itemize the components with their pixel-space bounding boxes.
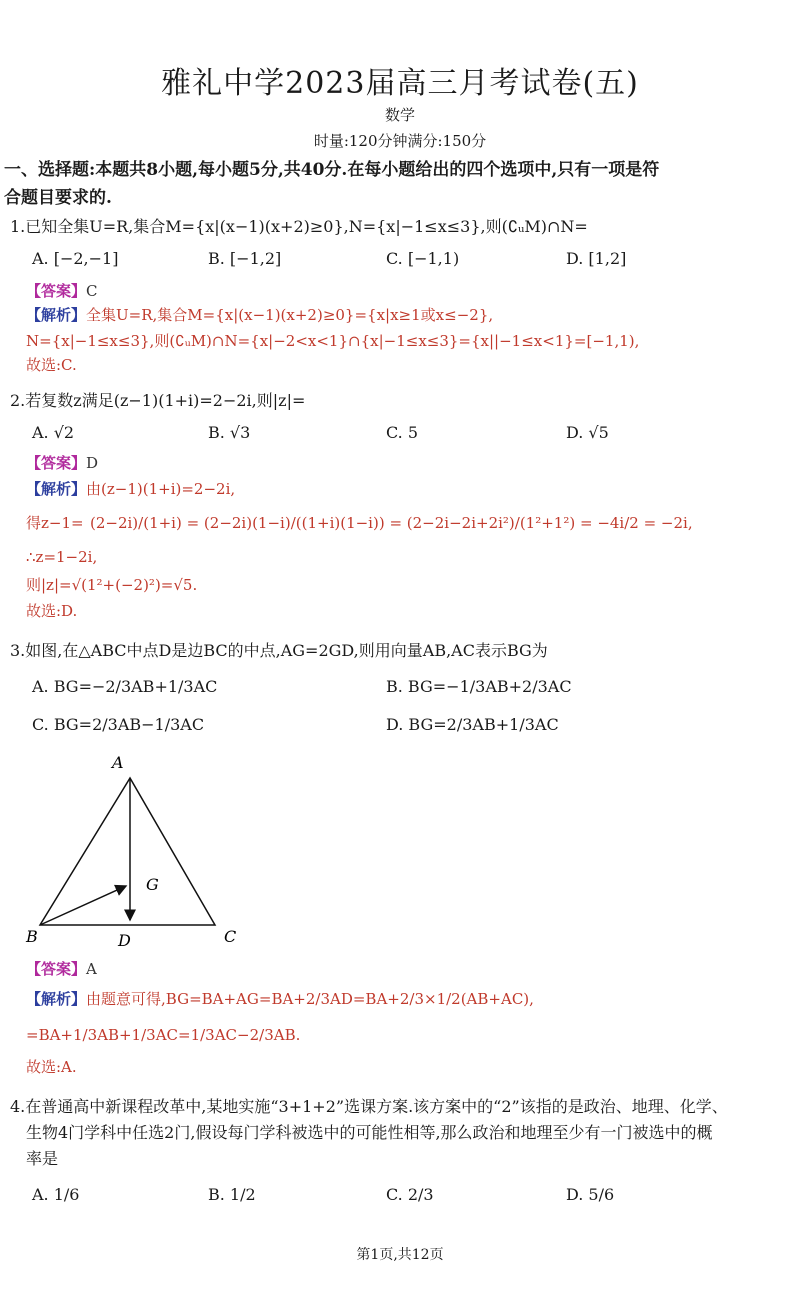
q2-analysis-line: 故选:D. <box>26 602 78 620</box>
q1-analysis-line: 全集U=R,集合M={x|(x−1)(x+2)≥0}={x|x≥1或x≤−2}, <box>86 306 494 324</box>
q2-analysis-line: ∴z=1−2i, <box>26 548 98 566</box>
q1-option-c: C. [−1,1) <box>386 249 460 268</box>
q1-analysis-line: N={x|−1≤x≤3},则(∁ᵤM)∩N={x|−2<x<1}∩{x|−1≤x≤3}={x||−1≤x<1}=[−1,1), <box>26 332 640 350</box>
q4-option-c: C. 2/3 <box>386 1185 434 1204</box>
label-c: C <box>224 927 237 946</box>
question-3-stem: 3.如图,在△ABC中点D是边BC的中点,AG=2GD,则用向量AB,AC表示BG为 <box>10 641 548 660</box>
analysis-tag: 【解析】 <box>26 306 87 324</box>
analysis-tag: 【解析】 <box>26 480 87 498</box>
page-footer: 第1页,共12页 <box>356 1247 444 1263</box>
q2-analysis-line: 得z−1= <box>26 514 84 532</box>
q1-option-b: B. [−1,2] <box>208 249 282 268</box>
question-4-stem-line: 生物4门学科中任选2门,假设每门学科被选中的可能性相等,那么政治和地理至少有一门被选中的概 <box>26 1123 713 1142</box>
label-d: D <box>118 931 131 950</box>
q2-option-b: B. √3 <box>208 423 251 442</box>
q3-option-c: C. BG=2/3AB−1/3AC <box>32 715 205 734</box>
q1-option-d: D. [1,2] <box>566 249 627 268</box>
q3-analysis-line: =BA+1/3AB+1/3AC=1/3AC−2/3AB. <box>26 1026 301 1044</box>
question-4-stem-line: 4.在普通高中新课程改革中,某地实施“3+1+2”选课方案.该方案中的“2”该指的是政治、地理、化学、 <box>10 1097 728 1116</box>
answer-tag: 【答案】 <box>26 282 87 300</box>
answer-tag: 【答案】 <box>26 454 87 472</box>
q3-answer: A <box>86 960 97 978</box>
q2-analysis-line: 由(z−1)(1+i)=2−2i, <box>86 480 236 498</box>
q1-answer: C <box>86 282 98 300</box>
triangle-abc <box>40 778 215 925</box>
q4-option-a: A. 1/6 <box>32 1185 80 1204</box>
q2-option-a: A. √2 <box>32 423 75 442</box>
page-title: 雅礼中学2023届高三月考试卷(五) <box>161 66 639 101</box>
q2-option-d: D. √5 <box>566 423 609 442</box>
question-4-stem-line: 率是 <box>26 1149 59 1168</box>
label-b: B <box>26 927 38 946</box>
vector-bg <box>40 886 126 925</box>
question-2-stem: 2.若复数z满足(z−1)(1+i)=2−2i,则|z|= <box>10 391 306 410</box>
question-1-stem: 1.已知全集U=R,集合M={x|(x−1)(x+2)≥0},N={x|−1≤x≤3},则(∁ᵤM)∩N= <box>10 217 588 236</box>
q3-option-d: D. BG=2/3AB+1/3AC <box>386 715 559 734</box>
q4-option-b: B. 1/2 <box>208 1185 256 1204</box>
q3-option-a: A. BG=−2/3AB+1/3AC <box>32 677 218 696</box>
label-g: G <box>146 875 159 894</box>
q2-analysis-line: 则|z|=√(1²+(−2)²)=√5. <box>26 576 198 594</box>
q3-option-b: B. BG=−1/3AB+2/3AC <box>386 677 572 696</box>
section-heading: 一、选择题:本题共8小题,每小题5分,共40分.在每小题给出的四个选项中,只有一项是符 <box>4 160 660 180</box>
q4-option-d: D. 5/6 <box>566 1185 615 1204</box>
q1-analysis-line: 故选:C. <box>26 356 77 374</box>
q3-analysis-line: 由题意可得,BG=BA+AG=BA+2/3AD=BA+2/3×1/2(AB+AC), <box>86 990 534 1008</box>
section-heading-cont: 合题目要求的. <box>4 188 112 208</box>
exam-meta: 时量:120分钟满分:150分 <box>313 132 487 150</box>
q2-analysis-fraction-chain: (2−2i)/(1+i) = (2−2i)(1−i)/((1+i)(1−i)) = (2−2i−2i+2i²)/(1²+1²) = −4i/2 = −2i, <box>90 514 693 532</box>
q2-answer: D <box>86 454 99 472</box>
answer-tag: 【答案】 <box>26 960 87 978</box>
q3-analysis-line: 故选:A. <box>26 1058 77 1076</box>
label-a: A <box>112 753 124 772</box>
q2-option-c: C. 5 <box>386 423 419 442</box>
analysis-tag: 【解析】 <box>26 990 87 1008</box>
subject-label: 数学 <box>384 106 415 124</box>
triangle-figure <box>20 750 250 950</box>
q1-option-a: A. [−2,−1] <box>32 249 119 268</box>
